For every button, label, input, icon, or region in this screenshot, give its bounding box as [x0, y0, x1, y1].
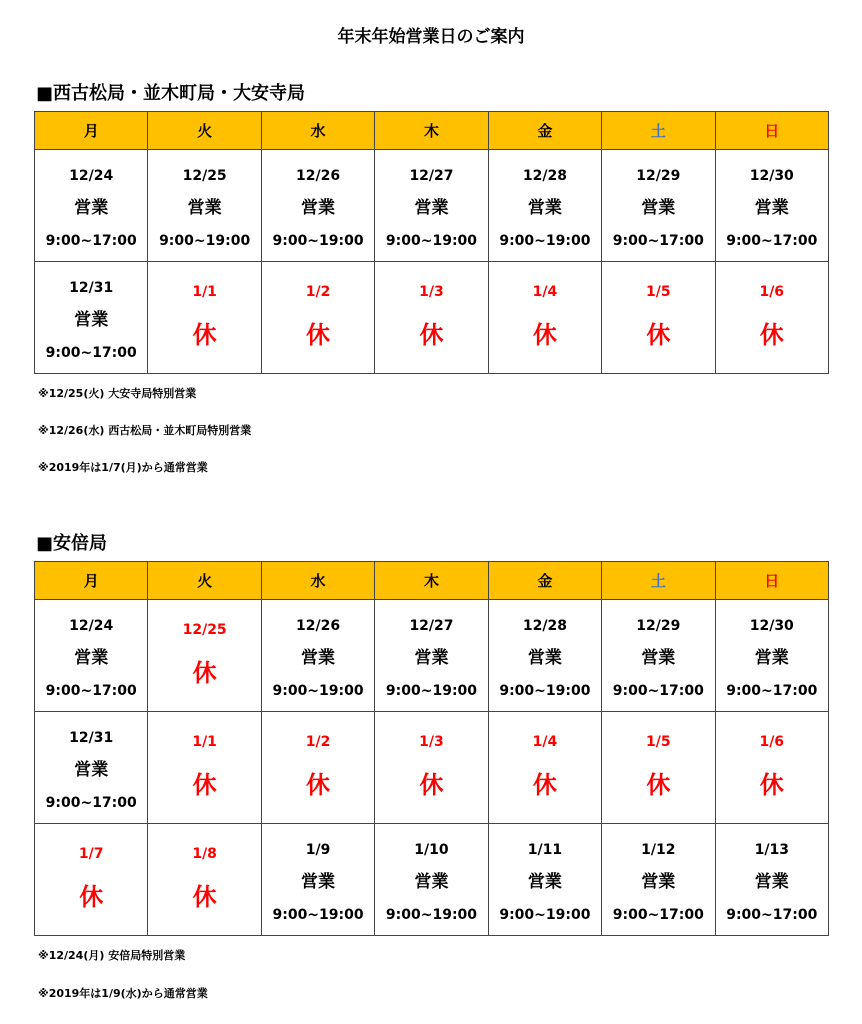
date-label: 12/25 [182, 622, 227, 638]
open-label: 営業 [527, 648, 562, 668]
date-label: 1/4 [532, 284, 558, 300]
business-hours: 9:00~19:00 [272, 907, 364, 923]
date-label: 1/3 [419, 734, 444, 750]
day-cell [261, 262, 374, 374]
weekday-header: 火 [148, 112, 261, 150]
section-heading-abe: ■安倍局 [36, 533, 108, 554]
open-label: 営業 [641, 648, 676, 668]
day-cell [261, 150, 374, 262]
date-label: 1/12 [641, 842, 676, 858]
weekday-header: 月 [35, 562, 148, 600]
note-4: ※12/24(月) 安倍局特別営業 [38, 949, 186, 962]
closed-label: 休 [192, 321, 217, 349]
section-heading-nishifurumatsu: ■西古松局・並木町局・大安寺局 [36, 83, 306, 104]
weekday-header-row [35, 112, 829, 150]
business-hours: 9:00~17:00 [726, 233, 818, 249]
weekday-header-row [35, 562, 829, 600]
closed-label: 休 [759, 771, 784, 799]
day-cell [35, 712, 148, 824]
date-label: 1/7 [78, 846, 104, 862]
business-hours: 9:00~19:00 [159, 233, 251, 249]
date-label: 1/1 [192, 284, 217, 300]
business-hours: 9:00~17:00 [45, 233, 137, 249]
open-label: 営業 [641, 198, 676, 218]
day-cell [602, 150, 715, 262]
closed-label: 休 [192, 659, 217, 687]
business-hours: 9:00~17:00 [45, 345, 137, 361]
date-label: 12/31 [69, 730, 114, 746]
day-cell [35, 600, 148, 712]
weekday-header: 金 [488, 112, 601, 150]
weekday-header: 水 [261, 562, 374, 600]
day-cell [148, 824, 261, 936]
date-label: 1/1 [192, 734, 217, 750]
business-hours: 9:00~19:00 [499, 233, 591, 249]
weekday-header: 土 [602, 562, 715, 600]
open-label: 営業 [301, 198, 336, 218]
business-hours: 9:00~19:00 [385, 907, 478, 923]
date-label: 12/27 [409, 168, 454, 184]
date-label: 1/10 [414, 842, 449, 858]
date-label: 12/27 [409, 618, 454, 634]
day-cell [35, 150, 148, 262]
day-cell [488, 150, 601, 262]
business-hours: 9:00~17:00 [612, 683, 704, 699]
closed-label: 休 [646, 771, 671, 799]
open-label: 営業 [74, 310, 109, 330]
business-hours: 9:00~19:00 [385, 233, 478, 249]
day-cell [375, 262, 488, 374]
week-row [35, 824, 829, 936]
schedule-table-nishifurumatsu [34, 111, 829, 374]
weekday-header: 月 [35, 112, 148, 150]
open-label: 営業 [754, 198, 789, 218]
date-label: 1/8 [192, 846, 217, 862]
date-label: 1/6 [759, 284, 785, 300]
business-hours: 9:00~17:00 [726, 683, 818, 699]
day-cell [375, 150, 488, 262]
date-label: 1/5 [646, 284, 671, 300]
day-cell [148, 262, 261, 374]
note-3: ※2019年は1/7(月)から通常営業 [38, 461, 208, 474]
date-label: 12/30 [749, 168, 794, 184]
date-label: 1/9 [305, 842, 331, 858]
business-hours: 9:00~19:00 [385, 683, 478, 699]
open-label: 営業 [754, 648, 789, 668]
business-hours: 9:00~19:00 [499, 683, 591, 699]
day-cell [602, 600, 715, 712]
day-cell [715, 712, 828, 824]
date-label: 12/25 [182, 168, 227, 184]
day-cell [602, 712, 715, 824]
open-label: 営業 [187, 198, 222, 218]
date-label: 12/29 [636, 168, 681, 184]
closed-label: 休 [192, 883, 217, 911]
date-label: 1/6 [759, 734, 785, 750]
closed-label: 休 [192, 771, 217, 799]
weekday-header: 水 [261, 112, 374, 150]
date-label: 12/28 [522, 618, 567, 634]
week-row [35, 150, 829, 262]
day-cell [375, 824, 488, 936]
open-label: 営業 [301, 648, 336, 668]
business-hours: 9:00~19:00 [499, 907, 591, 923]
business-hours: 9:00~17:00 [45, 795, 137, 811]
day-cell [715, 262, 828, 374]
date-label: 12/31 [69, 280, 114, 296]
closed-label: 休 [646, 321, 671, 349]
day-cell [715, 600, 828, 712]
day-cell [488, 824, 601, 936]
day-cell [488, 600, 601, 712]
open-label: 営業 [74, 760, 109, 780]
closed-label: 休 [532, 771, 557, 799]
day-cell [488, 262, 601, 374]
day-cell [375, 600, 488, 712]
date-label: 12/28 [522, 168, 567, 184]
business-hours: 9:00~17:00 [612, 907, 704, 923]
closed-label: 休 [532, 321, 557, 349]
open-label: 営業 [414, 872, 449, 892]
day-cell [715, 824, 828, 936]
day-cell [715, 150, 828, 262]
open-label: 営業 [527, 198, 562, 218]
date-label: 12/29 [636, 618, 681, 634]
weekday-header: 金 [488, 562, 601, 600]
date-label: 12/26 [296, 618, 341, 634]
day-cell [261, 600, 374, 712]
closed-label: 休 [306, 771, 331, 799]
date-label: 1/2 [305, 284, 331, 300]
day-cell [375, 712, 488, 824]
open-label: 営業 [74, 198, 109, 218]
week-row [35, 262, 829, 374]
business-hours: 9:00~17:00 [612, 233, 704, 249]
day-cell [148, 600, 261, 712]
date-label: 12/24 [69, 618, 114, 634]
date-label: 1/2 [305, 734, 331, 750]
business-hours: 9:00~19:00 [272, 233, 364, 249]
day-cell [35, 262, 148, 374]
note-5: ※2019年は1/9(水)から通常営業 [38, 987, 208, 1000]
date-label: 1/3 [419, 284, 444, 300]
day-cell [602, 262, 715, 374]
date-label: 12/30 [749, 618, 794, 634]
date-label: 12/26 [296, 168, 341, 184]
note-2: ※12/26(水) 西古松局・並木町局特別営業 [38, 424, 252, 437]
closed-label: 休 [306, 321, 331, 349]
open-label: 営業 [754, 872, 789, 892]
day-cell [488, 712, 601, 824]
date-label: 1/13 [754, 842, 789, 858]
day-cell [148, 150, 261, 262]
week-row [35, 600, 829, 712]
weekday-header: 木 [375, 112, 488, 150]
date-label: 1/4 [532, 734, 558, 750]
business-hours: 9:00~17:00 [45, 683, 137, 699]
day-cell [35, 824, 148, 936]
weekday-header: 火 [148, 562, 261, 600]
day-cell [602, 824, 715, 936]
weekday-header: 日 [715, 112, 828, 150]
weekday-header: 土 [602, 112, 715, 150]
page-title: 年末年始営業日のご案内 [337, 27, 525, 47]
closed-label: 休 [419, 771, 444, 799]
date-label: 1/11 [527, 842, 563, 858]
note-1: ※12/25(火) 大安寺局特別営業 [38, 387, 197, 400]
open-label: 営業 [414, 198, 449, 218]
open-label: 営業 [414, 648, 449, 668]
open-label: 営業 [74, 648, 109, 668]
date-label: 12/24 [69, 168, 114, 184]
weekday-header: 木 [375, 562, 488, 600]
business-hours: 9:00~19:00 [272, 683, 364, 699]
schedule-table-abe [34, 561, 829, 936]
weekday-header: 日 [715, 562, 828, 600]
closed-label: 休 [759, 321, 784, 349]
day-cell [261, 712, 374, 824]
day-cell [261, 824, 374, 936]
closed-label: 休 [419, 321, 444, 349]
week-row [35, 712, 829, 824]
business-hours: 9:00~17:00 [726, 907, 818, 923]
open-label: 営業 [527, 872, 562, 892]
date-label: 1/5 [646, 734, 671, 750]
open-label: 営業 [641, 872, 676, 892]
day-cell [148, 712, 261, 824]
open-label: 営業 [301, 872, 336, 892]
closed-label: 休 [79, 883, 104, 911]
